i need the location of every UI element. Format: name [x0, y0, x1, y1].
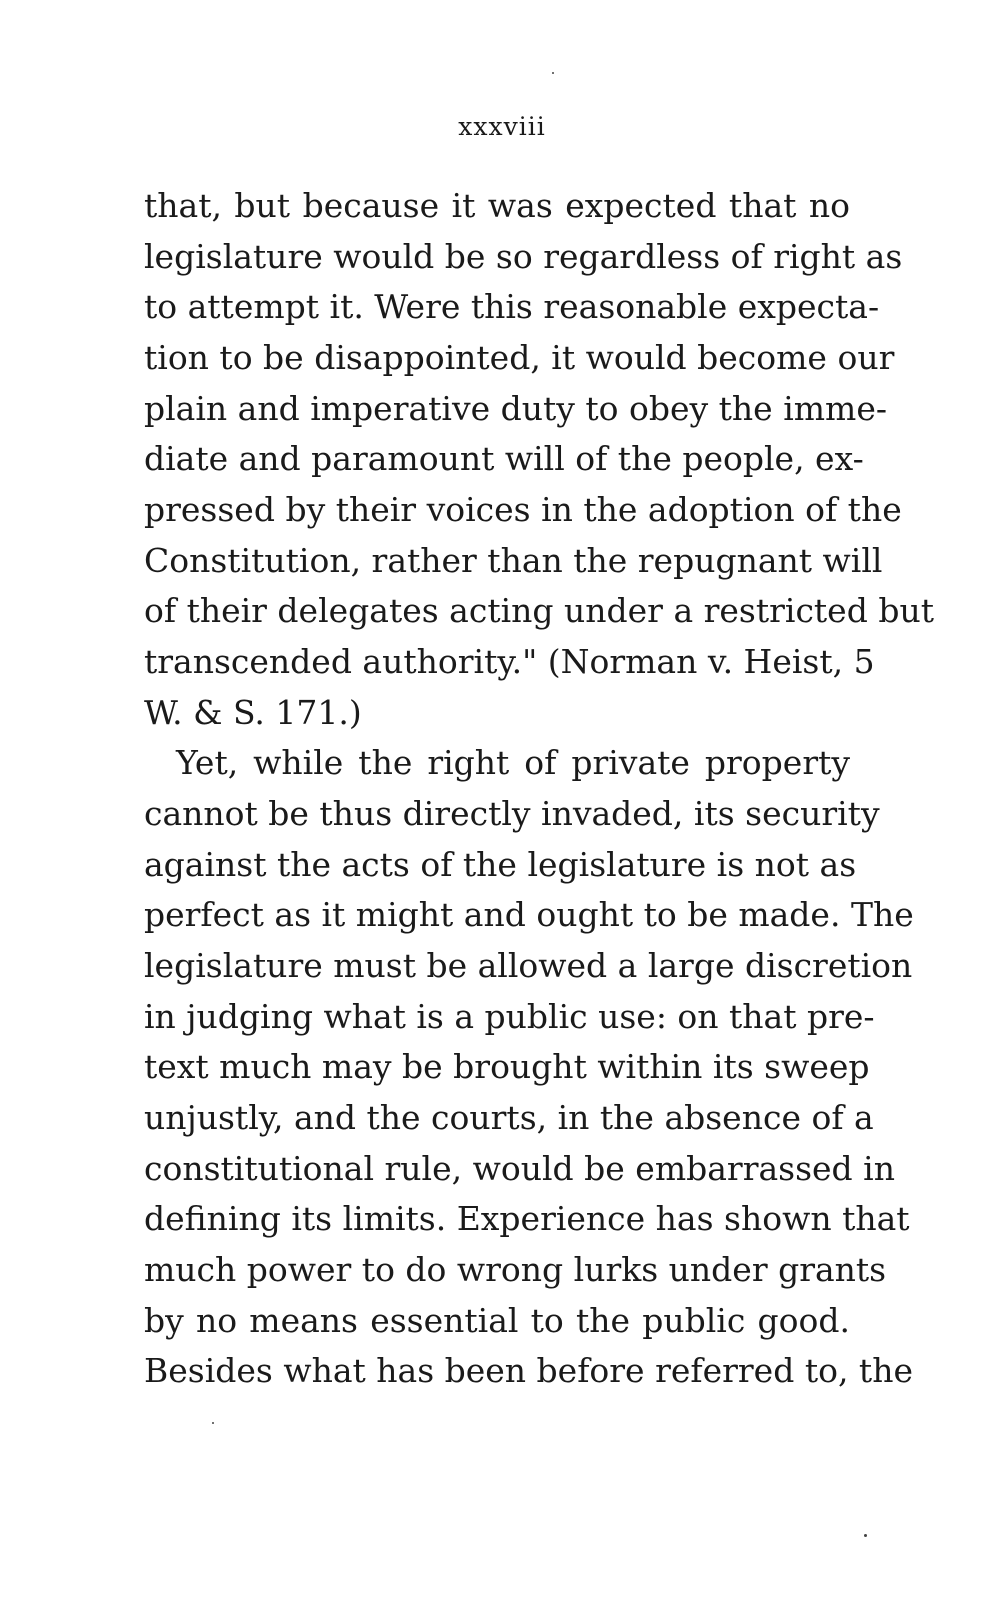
scan-speck — [864, 1534, 867, 1537]
text-line: unjustly, and the courts, in the absence of a — [144, 1098, 874, 1137]
text-line: Besides what has been before referred to, the — [144, 1351, 913, 1390]
text-line: that, but because it was expected that no — [144, 186, 850, 225]
text-line: constitutional rule, would be embarrassed in — [144, 1149, 895, 1188]
text-line: text much may be brought within its sweep — [144, 1047, 870, 1086]
text-line: legislature would be so regardless of right as — [144, 237, 903, 276]
scan-speck — [212, 1422, 214, 1424]
text-line: in judging what is a public use: on that pre- — [144, 997, 875, 1036]
text-line: pressed by their voices in the adoption of the — [144, 490, 902, 529]
text-line: by no means essential to the public good. — [144, 1301, 850, 1340]
page-number: xxxviii — [458, 112, 546, 141]
text-line: legislature must be allowed a large discretion — [144, 946, 913, 985]
text-line: perfect as it might and ought to be made. The — [144, 895, 914, 934]
scan-speck — [552, 72, 554, 74]
text-line: tion to be disappointed, it would become our — [144, 338, 895, 377]
text-line: Yet, while the right of private property — [176, 743, 850, 782]
text-line: much power to do wrong lurks under grants — [144, 1250, 887, 1289]
text-line: W. & S. 171.) — [144, 693, 362, 732]
text-line: against the acts of the legislature is not as — [144, 845, 857, 884]
text-line: defining its limits. Experience has shown that — [144, 1199, 910, 1238]
text-line: to attempt it. Were this reasonable expecta- — [144, 287, 880, 326]
text-line: transcended authority." (Norman v. Heist, 5 — [144, 642, 875, 681]
text-line: diate and paramount will of the people, ex- — [144, 439, 864, 478]
text-line: of their delegates acting under a restricted but — [144, 591, 934, 630]
text-line: plain and imperative duty to obey the imme- — [144, 389, 888, 428]
text-line: cannot be thus directly invaded, its security — [144, 794, 880, 833]
text-line: Constitution, rather than the repugnant will — [144, 541, 883, 580]
